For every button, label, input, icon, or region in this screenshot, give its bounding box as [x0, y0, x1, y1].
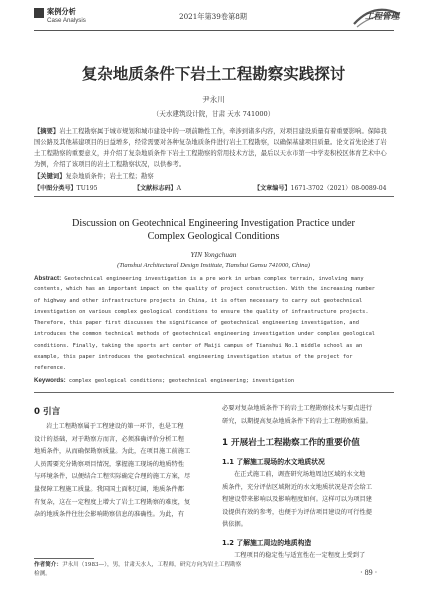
meta-divider	[34, 196, 394, 197]
abstract-divider	[34, 392, 394, 393]
body-line: 人员需要充分勘察项目情况，掌握施工现场的地质特性	[34, 460, 184, 468]
cn-meta-row	[34, 183, 394, 193]
body-line: 杂的地质条件往往会影响勘察信息的准确性。为此，有	[34, 511, 184, 519]
en-abstract-line: example, this paper introduces the geotechnical engineering investigation status of the project for	[34, 354, 353, 360]
header-issue: 2021年第39卷第8期	[179, 12, 247, 21]
footnote-line: 检测。	[34, 571, 51, 577]
doc-code-field: 【文献标志码】A	[134, 185, 182, 192]
intro-body	[34, 421, 206, 522]
cn-abstract-line: 土工程勘察的重要意义，并介绍了复杂地质条件下岩土工程勘察的常用技术方法，最后以天水市第一中学麦积校区体育艺术中心	[34, 150, 387, 157]
body-line: 设计的基础，对于勘察方而言，必须准确评价分析工程	[34, 435, 184, 443]
body-line: 工程项目的稳定性与适宜性在一定程度上受到了	[234, 552, 366, 559]
body-line: 有复杂，这在一定程度上增大了岩土工程勘察的难度，复	[34, 498, 191, 506]
body-line: 设提供有效的参考，也便于为评估项目建设的可行性提	[222, 508, 372, 516]
cn-keywords-text: 复杂地质条件；岩土工程；勘察	[65, 173, 154, 180]
page-header	[34, 6, 400, 38]
article-author: 尹永川	[202, 95, 225, 104]
right-col-continuation	[222, 403, 394, 428]
header-rule	[34, 30, 394, 31]
cn-keywords	[34, 171, 394, 182]
en-affiliation: (Tianshui Architectural Design Institute, Tianshui Gansu 741000, China)	[117, 262, 310, 269]
intro-heading: 0 引言	[34, 407, 61, 417]
en-keywords-text: complex geological conditions; geotechnical engineering; investigation	[68, 378, 295, 384]
cn-keywords-label: 【关键词】	[34, 173, 66, 180]
article-affiliation: （天水建筑设计院，甘肃 天水 741000）	[152, 110, 275, 118]
en-abstract-line: contents, which has an important impact on the quality of project construction. With the increasing number	[34, 286, 376, 292]
author-footnote	[34, 561, 242, 579]
body-line: 与环境条件，以便结合工程实际确定合理的施工方案，尽	[34, 473, 191, 481]
en-abstract-line: investigation on various complex geological conditions to ensure the quality of infrastructure projects.	[34, 309, 369, 315]
en-abstract-line: introduces the common technical methods of geotechnical engineering investigation under complex geological	[34, 331, 376, 337]
article-title: 复杂地质条件下岩土工程勘察实践探讨	[81, 65, 346, 83]
body-line: 研究，以期提高复杂地质条件下的岩土工程勘察质量。	[222, 417, 372, 425]
body-line: 必要对复杂地质条件下的岩土工程勘察技术与要点进行	[222, 405, 372, 412]
en-abstract-line: Abstract: Geotechnical engineering investigation is a pre work in urban complex terrain, involving many	[34, 275, 364, 282]
cn-abstract-label: 【摘要】	[34, 128, 60, 135]
en-title-line: Complex Geological Conditions	[147, 231, 280, 242]
section-1-1-heading: 1.1 了解施工现场的水文地质状况	[222, 458, 325, 466]
body-line: 程建设带来影响以及影响程度如何。这样可以为项目建	[222, 496, 372, 504]
en-abstract-line: conditions. Finally, taking the sports art center of Maiji campus of Tianshui No.1 middle school as an	[34, 343, 363, 349]
body-line: 量保障工程施工质量。我国国土面积辽阔，地质条件都	[34, 485, 184, 493]
journal-logo	[352, 4, 402, 30]
body-line: 在正式施工前，调查研究场地周边区域的水文地	[234, 471, 366, 478]
en-abstract-line: reference.	[34, 365, 67, 371]
cn-abstract-line: 国公路及其他基建项目的日益增多，经常需要对各种复杂地质条件进行岩土工程勘察，以确保基建项目质量。论文首先论述了岩	[34, 139, 387, 146]
en-abstract-line: of highway and other infrastructure projects in China, it is often necessary to carry out geotechnical	[34, 298, 363, 304]
header-column-title: 案例分析	[47, 7, 76, 16]
en-author: YIN Yongchuan	[190, 250, 237, 259]
section-1-2-heading: 1.2 了解施工周边的地质构造	[222, 539, 312, 547]
cn-abstract-line: 为例，介绍了该项目的岩土工程勘察状况，以供参考。	[34, 161, 186, 168]
en-title-line: Discussion on Geotechnical Engineering Investigation Practice under	[72, 218, 355, 229]
section-square-icon	[34, 8, 44, 18]
clc-field: 【中图分类号】TU195	[34, 185, 98, 192]
body-line: 岩土工程勘察属于工程建设的第一环节，也是工程	[46, 423, 184, 430]
en-abstract-line: Therefore, this paper first discusses the significance of geotechnical engineering investigation, and	[34, 320, 359, 326]
section-1-heading: 1 开展岩土工程勘察工作的重要价值	[222, 438, 360, 448]
footnote-label: 作者简介：	[34, 562, 62, 568]
footnote-line: 作者简介：尹永川（1983—），男，甘肃天水人，工程师，研究方向为岩土工程勘察	[34, 562, 242, 568]
en-keywords-label: Keywords:	[34, 377, 66, 384]
section-1-2-body	[222, 550, 394, 563]
cn-abstract-line: 【摘要】岩土工程勘察属于城市规划和城市建设中的一项前瞻性工作，牵涉到诸多内容，对项目建设质量有着重要影响。保障我	[34, 128, 387, 135]
section-1-1-body	[222, 469, 394, 532]
header-column-subtitle: Case Analysis	[47, 17, 86, 24]
en-abstract-label: Abstract:	[34, 275, 62, 282]
body-line: 地质条件，从而确保勘察质量。为此，在项目施工前施工	[34, 448, 191, 456]
en-keywords	[34, 377, 394, 384]
journal-logo-text: 工程管理	[365, 12, 400, 22]
article-number-field: 【文章编号】1671-3702（2021）08-0089-04	[254, 185, 387, 192]
body-line: 供依据。	[222, 521, 247, 529]
body-line: 质条件，充分评估区域附近的水文地质状况是否会给工	[222, 483, 372, 491]
page-number: · 89 ·	[360, 568, 378, 577]
footnote-rule	[34, 558, 94, 559]
